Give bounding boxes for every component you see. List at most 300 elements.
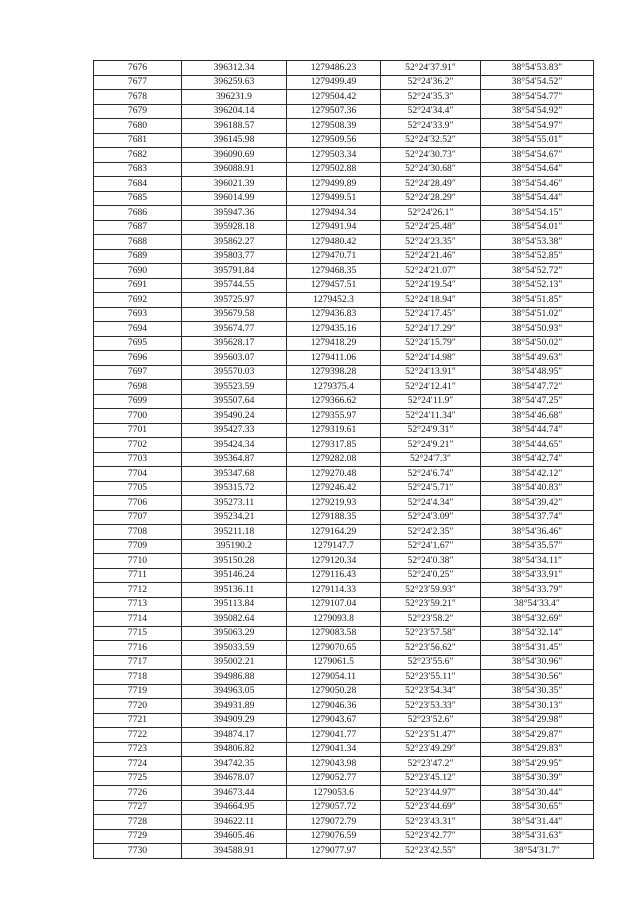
latitude-cell: 52°24′1.67″ — [381, 539, 481, 554]
x-coordinate-cell: 395628.17 — [182, 336, 287, 351]
x-coordinate-cell: 395082.64 — [182, 612, 287, 627]
table-row — [94, 815, 594, 830]
table-row — [94, 786, 594, 801]
x-coordinate-cell: 396021.39 — [182, 177, 287, 192]
latitude-cell: 52°24′12.41″ — [381, 380, 481, 395]
latitude-cell: 52°24′37.91″ — [381, 61, 481, 76]
y-coordinate-cell: 1279366.62 — [287, 394, 381, 409]
point-number-cell: 7703 — [94, 452, 182, 467]
longitude-cell: 38°54′33.4″ — [481, 597, 594, 612]
latitude-cell: 52°24′11.9″ — [381, 394, 481, 409]
x-coordinate-cell: 394986.88 — [182, 670, 287, 685]
longitude-cell: 38°54′33.91″ — [481, 568, 594, 583]
x-coordinate-cell: 394874.17 — [182, 728, 287, 743]
x-coordinate-cell: 395490.24 — [182, 409, 287, 424]
point-number-cell: 7710 — [94, 554, 182, 569]
y-coordinate-cell: 1279057.72 — [287, 800, 381, 815]
table-row — [94, 75, 594, 90]
y-coordinate-cell: 1279061.5 — [287, 655, 381, 670]
table-row — [94, 539, 594, 554]
point-number-cell: 7687 — [94, 220, 182, 235]
longitude-cell: 38°54′50.02″ — [481, 336, 594, 351]
table-row — [94, 829, 594, 844]
longitude-cell: 38°54′54.77″ — [481, 90, 594, 105]
table-row — [94, 423, 594, 438]
table-row — [94, 771, 594, 786]
y-coordinate-cell: 1279188.35 — [287, 510, 381, 525]
point-number-cell: 7694 — [94, 322, 182, 337]
coordinate-table — [93, 60, 594, 859]
x-coordinate-cell: 395427.33 — [182, 423, 287, 438]
x-coordinate-cell: 395033.59 — [182, 641, 287, 656]
point-number-cell: 7695 — [94, 336, 182, 351]
table-row — [94, 148, 594, 163]
y-coordinate-cell: 1279375.4 — [287, 380, 381, 395]
x-coordinate-cell: 394931.89 — [182, 699, 287, 714]
x-coordinate-cell: 394909.29 — [182, 713, 287, 728]
longitude-cell: 38°54′40.83″ — [481, 481, 594, 496]
point-number-cell: 7706 — [94, 496, 182, 511]
longitude-cell: 38°54′32.14″ — [481, 626, 594, 641]
coordinate-table-body — [94, 61, 594, 859]
longitude-cell: 38°54′53.38″ — [481, 235, 594, 250]
x-coordinate-cell: 394664.95 — [182, 800, 287, 815]
point-number-cell: 7681 — [94, 133, 182, 148]
latitude-cell: 52°23′44.69″ — [381, 800, 481, 815]
latitude-cell: 52°24′0.25″ — [381, 568, 481, 583]
table-row — [94, 757, 594, 772]
table-row — [94, 90, 594, 105]
latitude-cell: 52°23′56.62″ — [381, 641, 481, 656]
table-row — [94, 496, 594, 511]
point-number-cell: 7730 — [94, 844, 182, 859]
y-coordinate-cell: 1279494.34 — [287, 206, 381, 221]
y-coordinate-cell: 1279041.34 — [287, 742, 381, 757]
table-row — [94, 742, 594, 757]
latitude-cell: 52°23′49.29″ — [381, 742, 481, 757]
point-number-cell: 7699 — [94, 394, 182, 409]
y-coordinate-cell: 1279503.34 — [287, 148, 381, 163]
point-number-cell: 7727 — [94, 800, 182, 815]
y-coordinate-cell: 1279270.48 — [287, 467, 381, 482]
longitude-cell: 38°54′30.44″ — [481, 786, 594, 801]
latitude-cell: 52°24′21.07″ — [381, 264, 481, 279]
longitude-cell: 38°54′47.72″ — [481, 380, 594, 395]
y-coordinate-cell: 1279050.28 — [287, 684, 381, 699]
point-number-cell: 7678 — [94, 90, 182, 105]
longitude-cell: 38°54′51.02″ — [481, 307, 594, 322]
x-coordinate-cell: 395347.68 — [182, 467, 287, 482]
latitude-cell: 52°24′4.34″ — [381, 496, 481, 511]
x-coordinate-cell: 395150.28 — [182, 554, 287, 569]
x-coordinate-cell: 395803.77 — [182, 249, 287, 264]
table-row — [94, 510, 594, 525]
longitude-cell: 38°54′54.46″ — [481, 177, 594, 192]
point-number-cell: 7725 — [94, 771, 182, 786]
latitude-cell: 52°24′28.29″ — [381, 191, 481, 206]
x-coordinate-cell: 395146.24 — [182, 568, 287, 583]
longitude-cell: 38°54′37.74″ — [481, 510, 594, 525]
longitude-cell: 38°54′54.64″ — [481, 162, 594, 177]
table-row — [94, 612, 594, 627]
latitude-cell: 52°24′2.35″ — [381, 525, 481, 540]
latitude-cell: 52°23′42.77″ — [381, 829, 481, 844]
y-coordinate-cell: 1279507.36 — [287, 104, 381, 119]
table-row — [94, 597, 594, 612]
y-coordinate-cell: 1279436.83 — [287, 307, 381, 322]
table-row — [94, 568, 594, 583]
latitude-cell: 52°23′55.11″ — [381, 670, 481, 685]
table-row — [94, 481, 594, 496]
x-coordinate-cell: 395725.97 — [182, 293, 287, 308]
longitude-cell: 38°54′31.63″ — [481, 829, 594, 844]
y-coordinate-cell: 1279046.36 — [287, 699, 381, 714]
longitude-cell: 38°54′52.13″ — [481, 278, 594, 293]
latitude-cell: 52°23′47.2″ — [381, 757, 481, 772]
longitude-cell: 38°54′32.69″ — [481, 612, 594, 627]
point-number-cell: 7719 — [94, 684, 182, 699]
longitude-cell: 38°54′34.11″ — [481, 554, 594, 569]
x-coordinate-cell: 395679.58 — [182, 307, 287, 322]
latitude-cell: 52°24′0.38″ — [381, 554, 481, 569]
point-number-cell: 7691 — [94, 278, 182, 293]
table-row — [94, 133, 594, 148]
x-coordinate-cell: 395364.87 — [182, 452, 287, 467]
point-number-cell: 7729 — [94, 829, 182, 844]
x-coordinate-cell: 395603.07 — [182, 351, 287, 366]
latitude-cell: 52°24′7.3″ — [381, 452, 481, 467]
longitude-cell: 38°54′55.01″ — [481, 133, 594, 148]
longitude-cell: 38°54′30.56″ — [481, 670, 594, 685]
y-coordinate-cell: 1279317.85 — [287, 438, 381, 453]
table-row — [94, 728, 594, 743]
longitude-cell: 38°54′54.01″ — [481, 220, 594, 235]
point-number-cell: 7679 — [94, 104, 182, 119]
point-number-cell: 7722 — [94, 728, 182, 743]
point-number-cell: 7718 — [94, 670, 182, 685]
table-row — [94, 409, 594, 424]
point-number-cell: 7680 — [94, 119, 182, 134]
y-coordinate-cell: 1279041.77 — [287, 728, 381, 743]
table-row — [94, 336, 594, 351]
y-coordinate-cell: 1279355.97 — [287, 409, 381, 424]
latitude-cell: 52°24′32.52″ — [381, 133, 481, 148]
point-number-cell: 7720 — [94, 699, 182, 714]
longitude-cell: 38°54′54.97″ — [481, 119, 594, 134]
point-number-cell: 7689 — [94, 249, 182, 264]
y-coordinate-cell: 1279043.98 — [287, 757, 381, 772]
latitude-cell: 52°24′14.98″ — [381, 351, 481, 366]
x-coordinate-cell: 394678.07 — [182, 771, 287, 786]
y-coordinate-cell: 1279116.43 — [287, 568, 381, 583]
longitude-cell: 38°54′39.42″ — [481, 496, 594, 511]
latitude-cell: 52°24′30.73″ — [381, 148, 481, 163]
x-coordinate-cell: 394673.44 — [182, 786, 287, 801]
x-coordinate-cell: 395570.03 — [182, 365, 287, 380]
longitude-cell: 38°54′44.74″ — [481, 423, 594, 438]
latitude-cell: 52°24′21.46″ — [381, 249, 481, 264]
y-coordinate-cell: 1279418.29 — [287, 336, 381, 351]
latitude-cell: 52°24′18.94″ — [381, 293, 481, 308]
y-coordinate-cell: 1279114.33 — [287, 583, 381, 598]
y-coordinate-cell: 1279107.04 — [287, 597, 381, 612]
x-coordinate-cell: 395211.18 — [182, 525, 287, 540]
x-coordinate-cell: 396088.91 — [182, 162, 287, 177]
longitude-cell: 38°54′52.85″ — [481, 249, 594, 264]
table-row — [94, 583, 594, 598]
x-coordinate-cell: 396145.98 — [182, 133, 287, 148]
point-number-cell: 7698 — [94, 380, 182, 395]
longitude-cell: 38°54′36.46″ — [481, 525, 594, 540]
point-number-cell: 7721 — [94, 713, 182, 728]
point-number-cell: 7692 — [94, 293, 182, 308]
point-number-cell: 7711 — [94, 568, 182, 583]
table-row — [94, 191, 594, 206]
longitude-cell: 38°54′30.96″ — [481, 655, 594, 670]
latitude-cell: 52°23′53.33″ — [381, 699, 481, 714]
point-number-cell: 7712 — [94, 583, 182, 598]
latitude-cell: 52°24′26.1″ — [381, 206, 481, 221]
y-coordinate-cell: 1279076.59 — [287, 829, 381, 844]
latitude-cell: 52°24′15.79″ — [381, 336, 481, 351]
x-coordinate-cell: 396259.63 — [182, 75, 287, 90]
point-number-cell: 7705 — [94, 481, 182, 496]
y-coordinate-cell: 1279083.58 — [287, 626, 381, 641]
x-coordinate-cell: 394622.11 — [182, 815, 287, 830]
point-number-cell: 7707 — [94, 510, 182, 525]
point-number-cell: 7708 — [94, 525, 182, 540]
table-row — [94, 655, 594, 670]
table-row — [94, 235, 594, 250]
longitude-cell: 38°54′30.65″ — [481, 800, 594, 815]
point-number-cell: 7690 — [94, 264, 182, 279]
longitude-cell: 38°54′53.83″ — [481, 61, 594, 76]
x-coordinate-cell: 396204.14 — [182, 104, 287, 119]
table-row — [94, 699, 594, 714]
longitude-cell: 38°54′30.39″ — [481, 771, 594, 786]
latitude-cell: 52°23′42.55″ — [381, 844, 481, 859]
latitude-cell: 52°23′45.12″ — [381, 771, 481, 786]
latitude-cell: 52°24′13.91″ — [381, 365, 481, 380]
y-coordinate-cell: 1279457.51 — [287, 278, 381, 293]
y-coordinate-cell: 1279504.42 — [287, 90, 381, 105]
latitude-cell: 52°24′34.4″ — [381, 104, 481, 119]
x-coordinate-cell: 395190.2 — [182, 539, 287, 554]
y-coordinate-cell: 1279508.39 — [287, 119, 381, 134]
latitude-cell: 52°23′52.6″ — [381, 713, 481, 728]
table-row — [94, 844, 594, 859]
x-coordinate-cell: 394963.05 — [182, 684, 287, 699]
x-coordinate-cell: 396312.34 — [182, 61, 287, 76]
y-coordinate-cell: 1279499.89 — [287, 177, 381, 192]
table-row — [94, 800, 594, 815]
table-row — [94, 351, 594, 366]
table-row — [94, 684, 594, 699]
y-coordinate-cell: 1279452.3 — [287, 293, 381, 308]
x-coordinate-cell: 395674.77 — [182, 322, 287, 337]
latitude-cell: 52°24′17.45″ — [381, 307, 481, 322]
point-number-cell: 7677 — [94, 75, 182, 90]
x-coordinate-cell: 395113.84 — [182, 597, 287, 612]
x-coordinate-cell: 395234.21 — [182, 510, 287, 525]
y-coordinate-cell: 1279499.51 — [287, 191, 381, 206]
longitude-cell: 38°54′54.67″ — [481, 148, 594, 163]
latitude-cell: 52°24′5.71″ — [381, 481, 481, 496]
y-coordinate-cell: 1279470.71 — [287, 249, 381, 264]
point-number-cell: 7716 — [94, 641, 182, 656]
point-number-cell: 7723 — [94, 742, 182, 757]
latitude-cell: 52°24′9.21″ — [381, 438, 481, 453]
latitude-cell: 52°24′19.54″ — [381, 278, 481, 293]
y-coordinate-cell: 1279164.29 — [287, 525, 381, 540]
longitude-cell: 38°54′35.57″ — [481, 539, 594, 554]
point-number-cell: 7682 — [94, 148, 182, 163]
table-row — [94, 554, 594, 569]
point-number-cell: 7714 — [94, 612, 182, 627]
table-row — [94, 365, 594, 380]
y-coordinate-cell: 1279246.42 — [287, 481, 381, 496]
x-coordinate-cell: 395947.36 — [182, 206, 287, 221]
longitude-cell: 38°54′52.72″ — [481, 264, 594, 279]
longitude-cell: 38°54′42.12″ — [481, 467, 594, 482]
y-coordinate-cell: 1279502.88 — [287, 162, 381, 177]
latitude-cell: 52°23′59.21″ — [381, 597, 481, 612]
longitude-cell: 38°54′29.98″ — [481, 713, 594, 728]
latitude-cell: 52°23′54.34″ — [381, 684, 481, 699]
longitude-cell: 38°54′54.15″ — [481, 206, 594, 221]
longitude-cell: 38°54′54.52″ — [481, 75, 594, 90]
x-coordinate-cell: 395744.55 — [182, 278, 287, 293]
x-coordinate-cell: 394588.91 — [182, 844, 287, 859]
y-coordinate-cell: 1279070.65 — [287, 641, 381, 656]
point-number-cell: 7697 — [94, 365, 182, 380]
y-coordinate-cell: 1279499.49 — [287, 75, 381, 90]
latitude-cell: 52°24′9.31″ — [381, 423, 481, 438]
longitude-cell: 38°54′44.65″ — [481, 438, 594, 453]
point-number-cell: 7700 — [94, 409, 182, 424]
table-row — [94, 177, 594, 192]
y-coordinate-cell: 1279486.23 — [287, 61, 381, 76]
y-coordinate-cell: 1279509.56 — [287, 133, 381, 148]
table-row — [94, 467, 594, 482]
longitude-cell: 38°54′54.92″ — [481, 104, 594, 119]
longitude-cell: 38°54′47.25″ — [481, 394, 594, 409]
table-row — [94, 322, 594, 337]
x-coordinate-cell: 396014.99 — [182, 191, 287, 206]
point-number-cell: 7701 — [94, 423, 182, 438]
x-coordinate-cell: 396090.69 — [182, 148, 287, 163]
table-row — [94, 380, 594, 395]
point-number-cell: 7715 — [94, 626, 182, 641]
table-row — [94, 307, 594, 322]
point-number-cell: 7685 — [94, 191, 182, 206]
y-coordinate-cell: 1279319.61 — [287, 423, 381, 438]
table-row — [94, 452, 594, 467]
point-number-cell: 7704 — [94, 467, 182, 482]
y-coordinate-cell: 1279480.42 — [287, 235, 381, 250]
x-coordinate-cell: 395002.21 — [182, 655, 287, 670]
y-coordinate-cell: 1279054.11 — [287, 670, 381, 685]
latitude-cell: 52°23′43.31″ — [381, 815, 481, 830]
longitude-cell: 38°54′29.95″ — [481, 757, 594, 772]
x-coordinate-cell: 395315.72 — [182, 481, 287, 496]
point-number-cell: 7726 — [94, 786, 182, 801]
y-coordinate-cell: 1279043.67 — [287, 713, 381, 728]
y-coordinate-cell: 1279072.79 — [287, 815, 381, 830]
latitude-cell: 52°23′51.47″ — [381, 728, 481, 743]
latitude-cell: 52°23′57.58″ — [381, 626, 481, 641]
longitude-cell: 38°54′46.68″ — [481, 409, 594, 424]
y-coordinate-cell: 1279411.06 — [287, 351, 381, 366]
x-coordinate-cell: 395862.27 — [182, 235, 287, 250]
point-number-cell: 7709 — [94, 539, 182, 554]
longitude-cell: 38°54′29.87″ — [481, 728, 594, 743]
table-row — [94, 104, 594, 119]
y-coordinate-cell: 1279219.93 — [287, 496, 381, 511]
y-coordinate-cell: 1279120.34 — [287, 554, 381, 569]
point-number-cell: 7684 — [94, 177, 182, 192]
latitude-cell: 52°23′58.2″ — [381, 612, 481, 627]
point-number-cell: 7717 — [94, 655, 182, 670]
latitude-cell: 52°24′23.35″ — [381, 235, 481, 250]
longitude-cell: 38°54′54.44″ — [481, 191, 594, 206]
y-coordinate-cell: 1279491.94 — [287, 220, 381, 235]
table-row — [94, 525, 594, 540]
x-coordinate-cell: 395791.84 — [182, 264, 287, 279]
longitude-cell: 38°54′42.74″ — [481, 452, 594, 467]
x-coordinate-cell: 395928.18 — [182, 220, 287, 235]
longitude-cell: 38°54′51.85″ — [481, 293, 594, 308]
x-coordinate-cell: 394742.35 — [182, 757, 287, 772]
y-coordinate-cell: 1279077.97 — [287, 844, 381, 859]
longitude-cell: 38°54′30.35″ — [481, 684, 594, 699]
y-coordinate-cell: 1279147.7 — [287, 539, 381, 554]
point-number-cell: 7702 — [94, 438, 182, 453]
longitude-cell: 38°54′33.79″ — [481, 583, 594, 598]
x-coordinate-cell: 394806.82 — [182, 742, 287, 757]
longitude-cell: 38°54′50.93″ — [481, 322, 594, 337]
table-row — [94, 293, 594, 308]
longitude-cell: 38°54′31.44″ — [481, 815, 594, 830]
longitude-cell: 38°54′49.63″ — [481, 351, 594, 366]
table-row — [94, 249, 594, 264]
point-number-cell: 7728 — [94, 815, 182, 830]
table-row — [94, 206, 594, 221]
x-coordinate-cell: 394605.46 — [182, 829, 287, 844]
table-row — [94, 264, 594, 279]
table-row — [94, 670, 594, 685]
y-coordinate-cell: 1279282.08 — [287, 452, 381, 467]
latitude-cell: 52°24′3.09″ — [381, 510, 481, 525]
table-row — [94, 278, 594, 293]
point-number-cell: 7676 — [94, 61, 182, 76]
point-number-cell: 7724 — [94, 757, 182, 772]
latitude-cell: 52°24′11.34″ — [381, 409, 481, 424]
x-coordinate-cell: 395063.29 — [182, 626, 287, 641]
latitude-cell: 52°24′33.9″ — [381, 119, 481, 134]
x-coordinate-cell: 396188.57 — [182, 119, 287, 134]
x-coordinate-cell: 395273.11 — [182, 496, 287, 511]
table-row — [94, 61, 594, 76]
longitude-cell: 38°54′30.13″ — [481, 699, 594, 714]
y-coordinate-cell: 1279435.16 — [287, 322, 381, 337]
y-coordinate-cell: 1279052.77 — [287, 771, 381, 786]
table-row — [94, 220, 594, 235]
x-coordinate-cell: 395507.64 — [182, 394, 287, 409]
x-coordinate-cell: 395523.59 — [182, 380, 287, 395]
point-number-cell: 7696 — [94, 351, 182, 366]
y-coordinate-cell: 1279468.35 — [287, 264, 381, 279]
